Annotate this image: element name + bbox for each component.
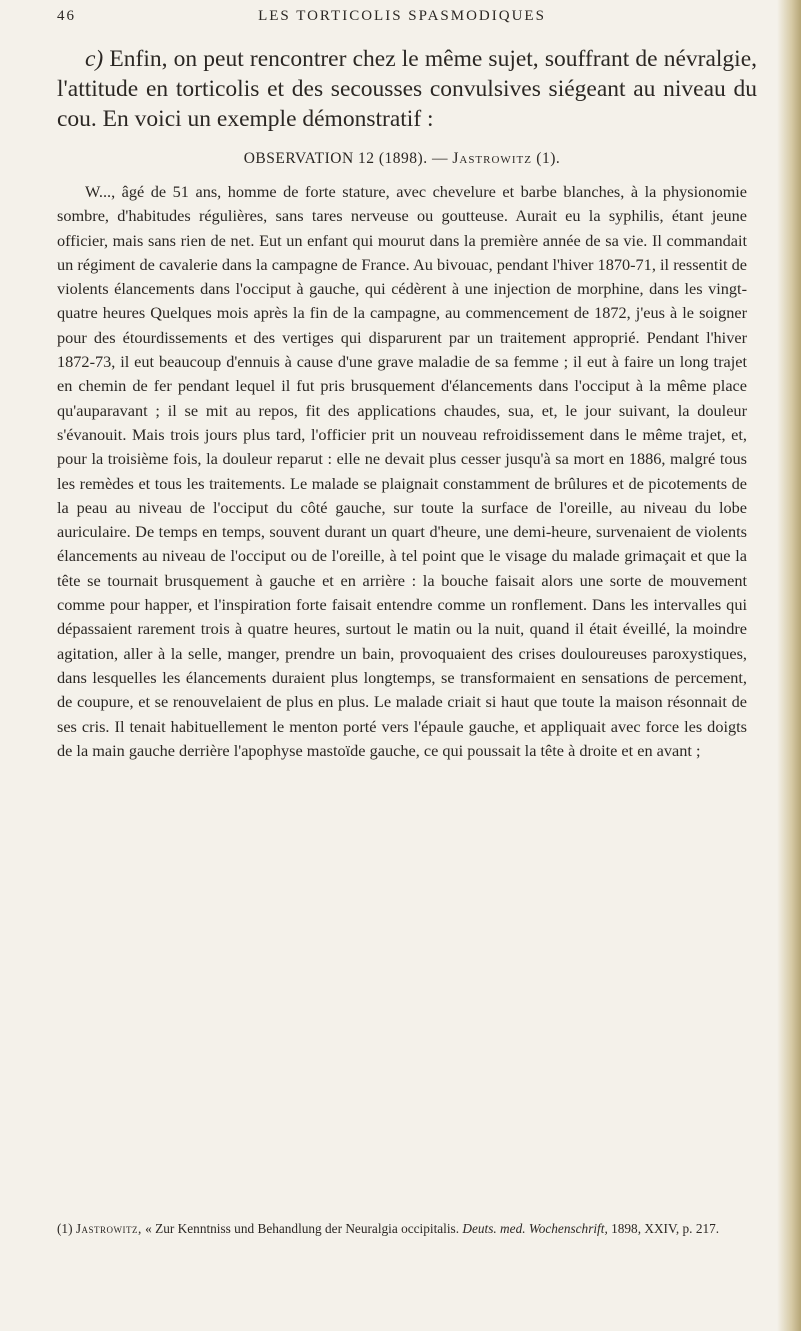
intro-label: c): [85, 46, 104, 72]
intro-text: Enfin, on peut rencontrer chez le même sujet, souffrant de névralgie, l'attitude en torticolis et des secousses convulsives siégeant au niveau du cou. En voici un exemple démonstratif :: [57, 46, 757, 132]
footnote-journal: Deuts. med. Wochenschrift,: [462, 1221, 608, 1236]
observation-title: [57, 150, 747, 168]
footnote-details: 1898, XXIV, p. 217.: [611, 1221, 720, 1236]
footnote: [57, 1220, 747, 1238]
page-number: 46: [57, 8, 76, 24]
footnote-title: « Zur Kenntniss und Behandlung der Neuralgia occipitalis.: [145, 1221, 460, 1236]
observation-body: W..., âgé de 51 ans, homme de forte stature, avec chevelure et barbe blanches, à la physionomie sombre, d'habitudes régulières, sans tares nerveuse ou goutteuse. Aurait eu la syphilis, étant jeune officier, mais sans rien de net. Eut un enfant qui mourut dans la première année de sa vie. Il commandait un régiment de cavalerie dans la campagne de France. Au bivouac, pendant l'hiver 1870-71, il ressentit de violents élancements dans l'occiput à gauche, qui cédèrent à une injection de morphine, dans les vingt-quatre heures Quelques mois après la fin de la campagne, au commencement de 1872, j'eus à le soigner pour des étourdissements et des vertiges qui disparurent par un traitement approprié. Pendant l'hiver 1872-73, il eut beaucoup d'ennuis à cause d'une grave maladie de sa femme ; il eut à faire un long trajet en chemin de fer pendant lequel il fut pris brusquement d'élancements dans l'occiput à la même place qu'auparavant ; il se mit au repos, fit des applications chaudes, sua, et, le jour suivant, la douleur s'évanouit. Mais trois jours plus tard, l'officier prit un nouveau refroidissement dans le même trajet, et, pour la troisième fois, la douleur reparut : elle ne devait plus cesser jusqu'à sa mort en 1886, malgré tous les remèdes et tous les traitements. Le malade se plaignait constamment de brûlures et de picotements de la peau au niveau de l'occiput du côté gauche, sur toute la surface de l'oreille, au niveau du lobe auriculaire. De temps en temps, souvent durant un quart d'heure, une demi-heure, survenaient de violents élancements au niveau de l'occiput ou de l'oreille, à tel point que le visage du malade grimaçait et que la tête se tournait brusquement à gauche et en arrière : la bouche faisait alors une sorte de mouvement comme pour happer, et l'inspiration forte faisait entendre comme un ronflement. Dans les intervalles qui dépassaient rarement trois à quatre heures, surtout le matin ou la nuit, quand il était éveillé, la moindre agitation, aller à la selle, manger, prendre un bain, provoquaient des crises douloureuses paroxystiques, dans lesquelles les élancements duraient plus longtemps, se transformaient en sensations de percement, de coupure, et se renouvelaient de plus en plus. Le malade criait si haut que toute la maison résonnait de ses cris. Il tenait habituellement le menton porté vers l'épaule gauche, et appliquait avec force les doigts de la main gauche derrière l'apophyse mastoïde gauche, ce qui poussait la tête à droite et en avant ;: [57, 182, 747, 760]
page-header: [57, 8, 747, 30]
observation-note-ref: (1).: [536, 150, 561, 167]
footnote-author: Jastrowitz,: [75, 1221, 142, 1236]
observation-heading: OBSERVATION 12 (1898). —: [243, 150, 448, 167]
page-edge-shadow: [777, 0, 801, 1331]
running-title: LES TORTICOLIS SPASMODIQUES: [258, 8, 546, 24]
footnote-marker: (1): [57, 1221, 73, 1236]
observation-author: Jastrowitz: [452, 150, 532, 167]
intro-paragraph: [57, 44, 757, 134]
